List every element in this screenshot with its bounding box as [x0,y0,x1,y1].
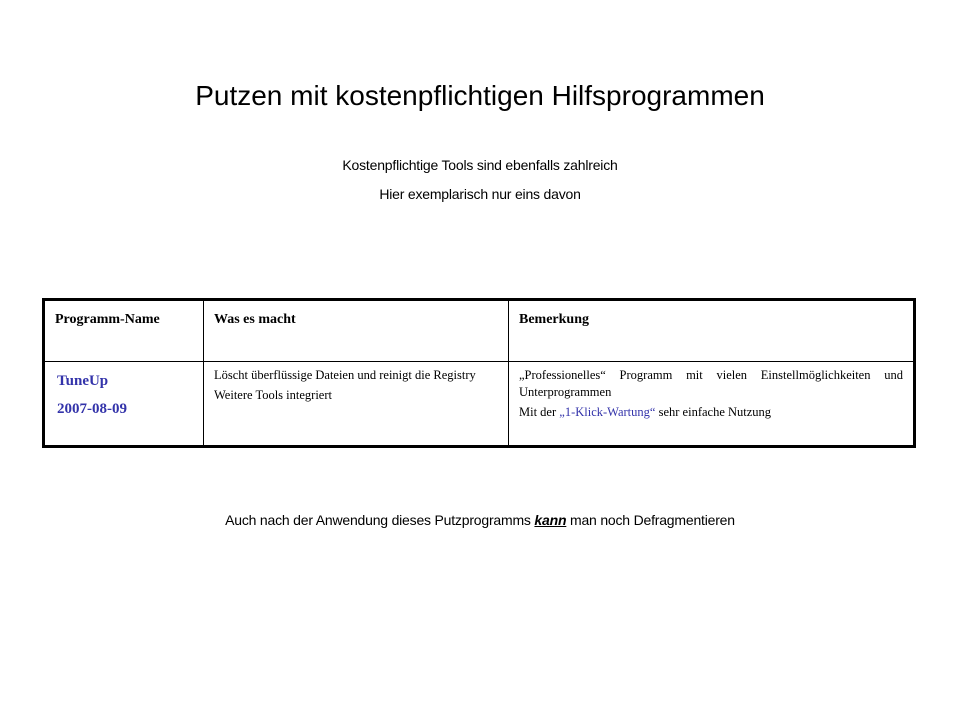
note-line-2 [519,404,903,421]
note-line-2-suffix: sehr einfache Nutzung [655,405,772,419]
program-date: 2007-08-09 [57,401,127,417]
program-name: TuneUp [57,373,109,389]
what-line-1: Löscht überflüssige Dateien und reinigt die Registry [214,368,476,382]
footer-text-after: man noch Defragmentieren [566,512,735,528]
slide-title: Putzen mit kostenpflichtigen Hilfsprogrammen [195,80,765,111]
footer-note [0,511,960,529]
footer-emphasis: kann [534,512,567,528]
header-what-it-does: Was es macht [204,301,509,362]
footer-text-before: Auch nach der Anwendung dieses Putzprogramms [225,512,535,528]
one-click-maintenance-highlight: „1-Klick-Wartung“ [559,405,656,419]
subtitle-line-2: Hier exemplarisch nur eins davon [379,186,581,202]
remark-cell [509,362,914,446]
subtitle-line-1: Kostenpflichtige Tools sind ebenfalls zahlreich [342,157,618,173]
what-line-2: Weitere Tools integriert [214,388,332,402]
note-line-2-prefix: Mit der [519,405,560,419]
program-cell [45,362,204,446]
program-table [42,298,916,448]
note-line-1: „Professionelles“ Programm mit vielen Einstellmöglichkeiten und Unterprogrammen [519,368,903,399]
table-row [45,362,913,446]
header-remark: Bemerkung [509,301,914,362]
what-it-does-cell [204,362,509,446]
header-program-name: Programm-Name [45,301,204,362]
table-header-row [45,301,913,362]
